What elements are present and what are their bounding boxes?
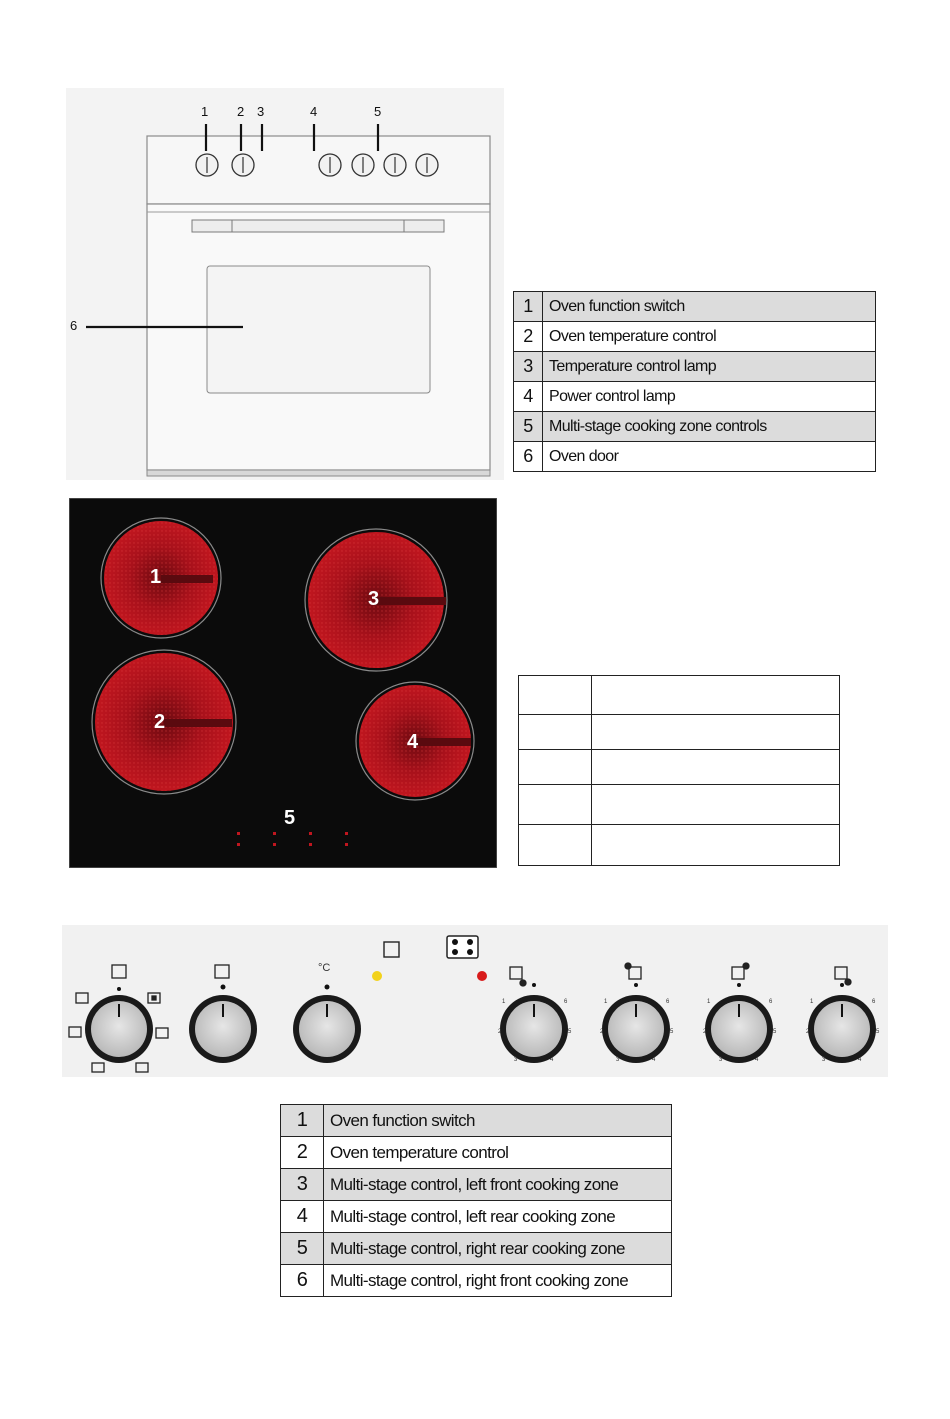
legend-number: 6 — [281, 1265, 324, 1297]
control-panel-figure — [62, 925, 888, 1077]
legend-number: 3 — [514, 352, 543, 382]
hob-zone-3-label: 3 — [368, 588, 380, 610]
temperature-unit-label: °C — [318, 962, 331, 974]
legend-row — [514, 442, 876, 472]
legend-row — [514, 292, 876, 322]
svg-text:2: 2 — [806, 1029, 810, 1035]
legend-number: 1 — [281, 1105, 324, 1137]
legend-number: 3 — [281, 1169, 324, 1201]
legend-label: Multi-stage control, right front cooking zone — [324, 1265, 672, 1297]
table-row — [519, 825, 840, 866]
legend-row — [514, 382, 876, 412]
table-cell — [592, 785, 840, 825]
hob-zone-2-label: 2 — [154, 711, 166, 733]
svg-text:1: 1 — [707, 999, 711, 1005]
table-row — [519, 750, 840, 785]
controls-legend-table — [280, 1104, 672, 1297]
legend-number: 4 — [514, 382, 543, 412]
oven-callout-3: 3 — [257, 104, 265, 119]
svg-text:1: 1 — [604, 999, 608, 1005]
svg-text:1: 1 — [502, 999, 506, 1005]
legend-label: Oven function switch — [543, 292, 876, 322]
legend-number: 5 — [281, 1233, 324, 1265]
legend-row — [281, 1265, 672, 1297]
svg-text:5: 5 — [876, 1029, 880, 1035]
hob-zone-1-label: 1 — [150, 566, 162, 588]
svg-text:5: 5 — [568, 1029, 572, 1035]
oven-callout-1: 1 — [201, 104, 209, 119]
legend-number: 5 — [514, 412, 543, 442]
hob-figure — [69, 498, 497, 868]
dial-knobs — [85, 995, 876, 1063]
legend-label: Oven door — [543, 442, 876, 472]
legend-number: 2 — [281, 1137, 324, 1169]
legend-row — [281, 1233, 672, 1265]
legend-label: Oven function switch — [324, 1105, 672, 1137]
control-panel-drawing — [62, 925, 888, 1077]
oven-legend-table — [513, 291, 876, 472]
svg-text:2: 2 — [600, 1029, 604, 1035]
legend-number: 1 — [514, 292, 543, 322]
table-row — [519, 715, 840, 750]
svg-text:2: 2 — [498, 1029, 502, 1035]
svg-text:5: 5 — [670, 1029, 674, 1035]
legend-row — [281, 1105, 672, 1137]
legend-row — [281, 1201, 672, 1233]
oven-callout-6: 6 — [70, 318, 78, 333]
svg-text:3: 3 — [514, 1057, 518, 1063]
legend-label: Power control lamp — [543, 382, 876, 412]
table-cell — [519, 825, 592, 866]
legend-label: Oven temperature control — [324, 1137, 672, 1169]
table-row — [519, 785, 840, 825]
oven-drawing — [66, 88, 504, 480]
svg-text:6: 6 — [872, 999, 876, 1005]
svg-text:4: 4 — [858, 1057, 862, 1063]
table-cell — [519, 676, 592, 715]
table-cell — [592, 676, 840, 715]
legend-number: 4 — [281, 1201, 324, 1233]
oven-callout-4: 4 — [310, 104, 318, 119]
hob-drawing — [69, 498, 497, 868]
svg-text:4: 4 — [755, 1057, 759, 1063]
svg-text:5: 5 — [773, 1029, 777, 1035]
hob-zone-4-label: 4 — [407, 731, 419, 753]
legend-label: Multi-stage cooking zone controls — [543, 412, 876, 442]
svg-text:1: 1 — [810, 999, 814, 1005]
legend-row — [514, 412, 876, 442]
legend-row — [514, 352, 876, 382]
table-cell — [592, 750, 840, 785]
svg-text:2: 2 — [703, 1029, 707, 1035]
svg-text:3: 3 — [719, 1057, 723, 1063]
svg-text:6: 6 — [769, 999, 773, 1005]
legend-label: Multi-stage control, right rear cooking zone — [324, 1233, 672, 1265]
legend-number: 6 — [514, 442, 543, 472]
svg-text:6: 6 — [666, 999, 670, 1005]
legend-label: Oven temperature control — [543, 322, 876, 352]
legend-label: Temperature control lamp — [543, 352, 876, 382]
blank-table — [518, 675, 840, 866]
oven-callout-2: 2 — [237, 104, 245, 119]
legend-label: Multi-stage control, left front cooking zone — [324, 1169, 672, 1201]
legend-row — [281, 1137, 672, 1169]
svg-text:3: 3 — [616, 1057, 620, 1063]
table-cell — [519, 750, 592, 785]
table-row — [519, 676, 840, 715]
table-cell — [592, 715, 840, 750]
legend-row — [514, 322, 876, 352]
oven-callout-5: 5 — [374, 104, 382, 119]
oven-figure — [66, 88, 504, 480]
hob-controls-label: 5 — [284, 807, 296, 829]
legend-label: Multi-stage control, left rear cooking zone — [324, 1201, 672, 1233]
svg-text:4: 4 — [652, 1057, 656, 1063]
svg-text:3: 3 — [822, 1057, 826, 1063]
table-cell — [592, 825, 840, 866]
table-cell — [519, 785, 592, 825]
legend-number: 2 — [514, 322, 543, 352]
legend-row — [281, 1169, 672, 1201]
svg-text:4: 4 — [550, 1057, 554, 1063]
table-cell — [519, 715, 592, 750]
svg-text:6: 6 — [564, 999, 568, 1005]
